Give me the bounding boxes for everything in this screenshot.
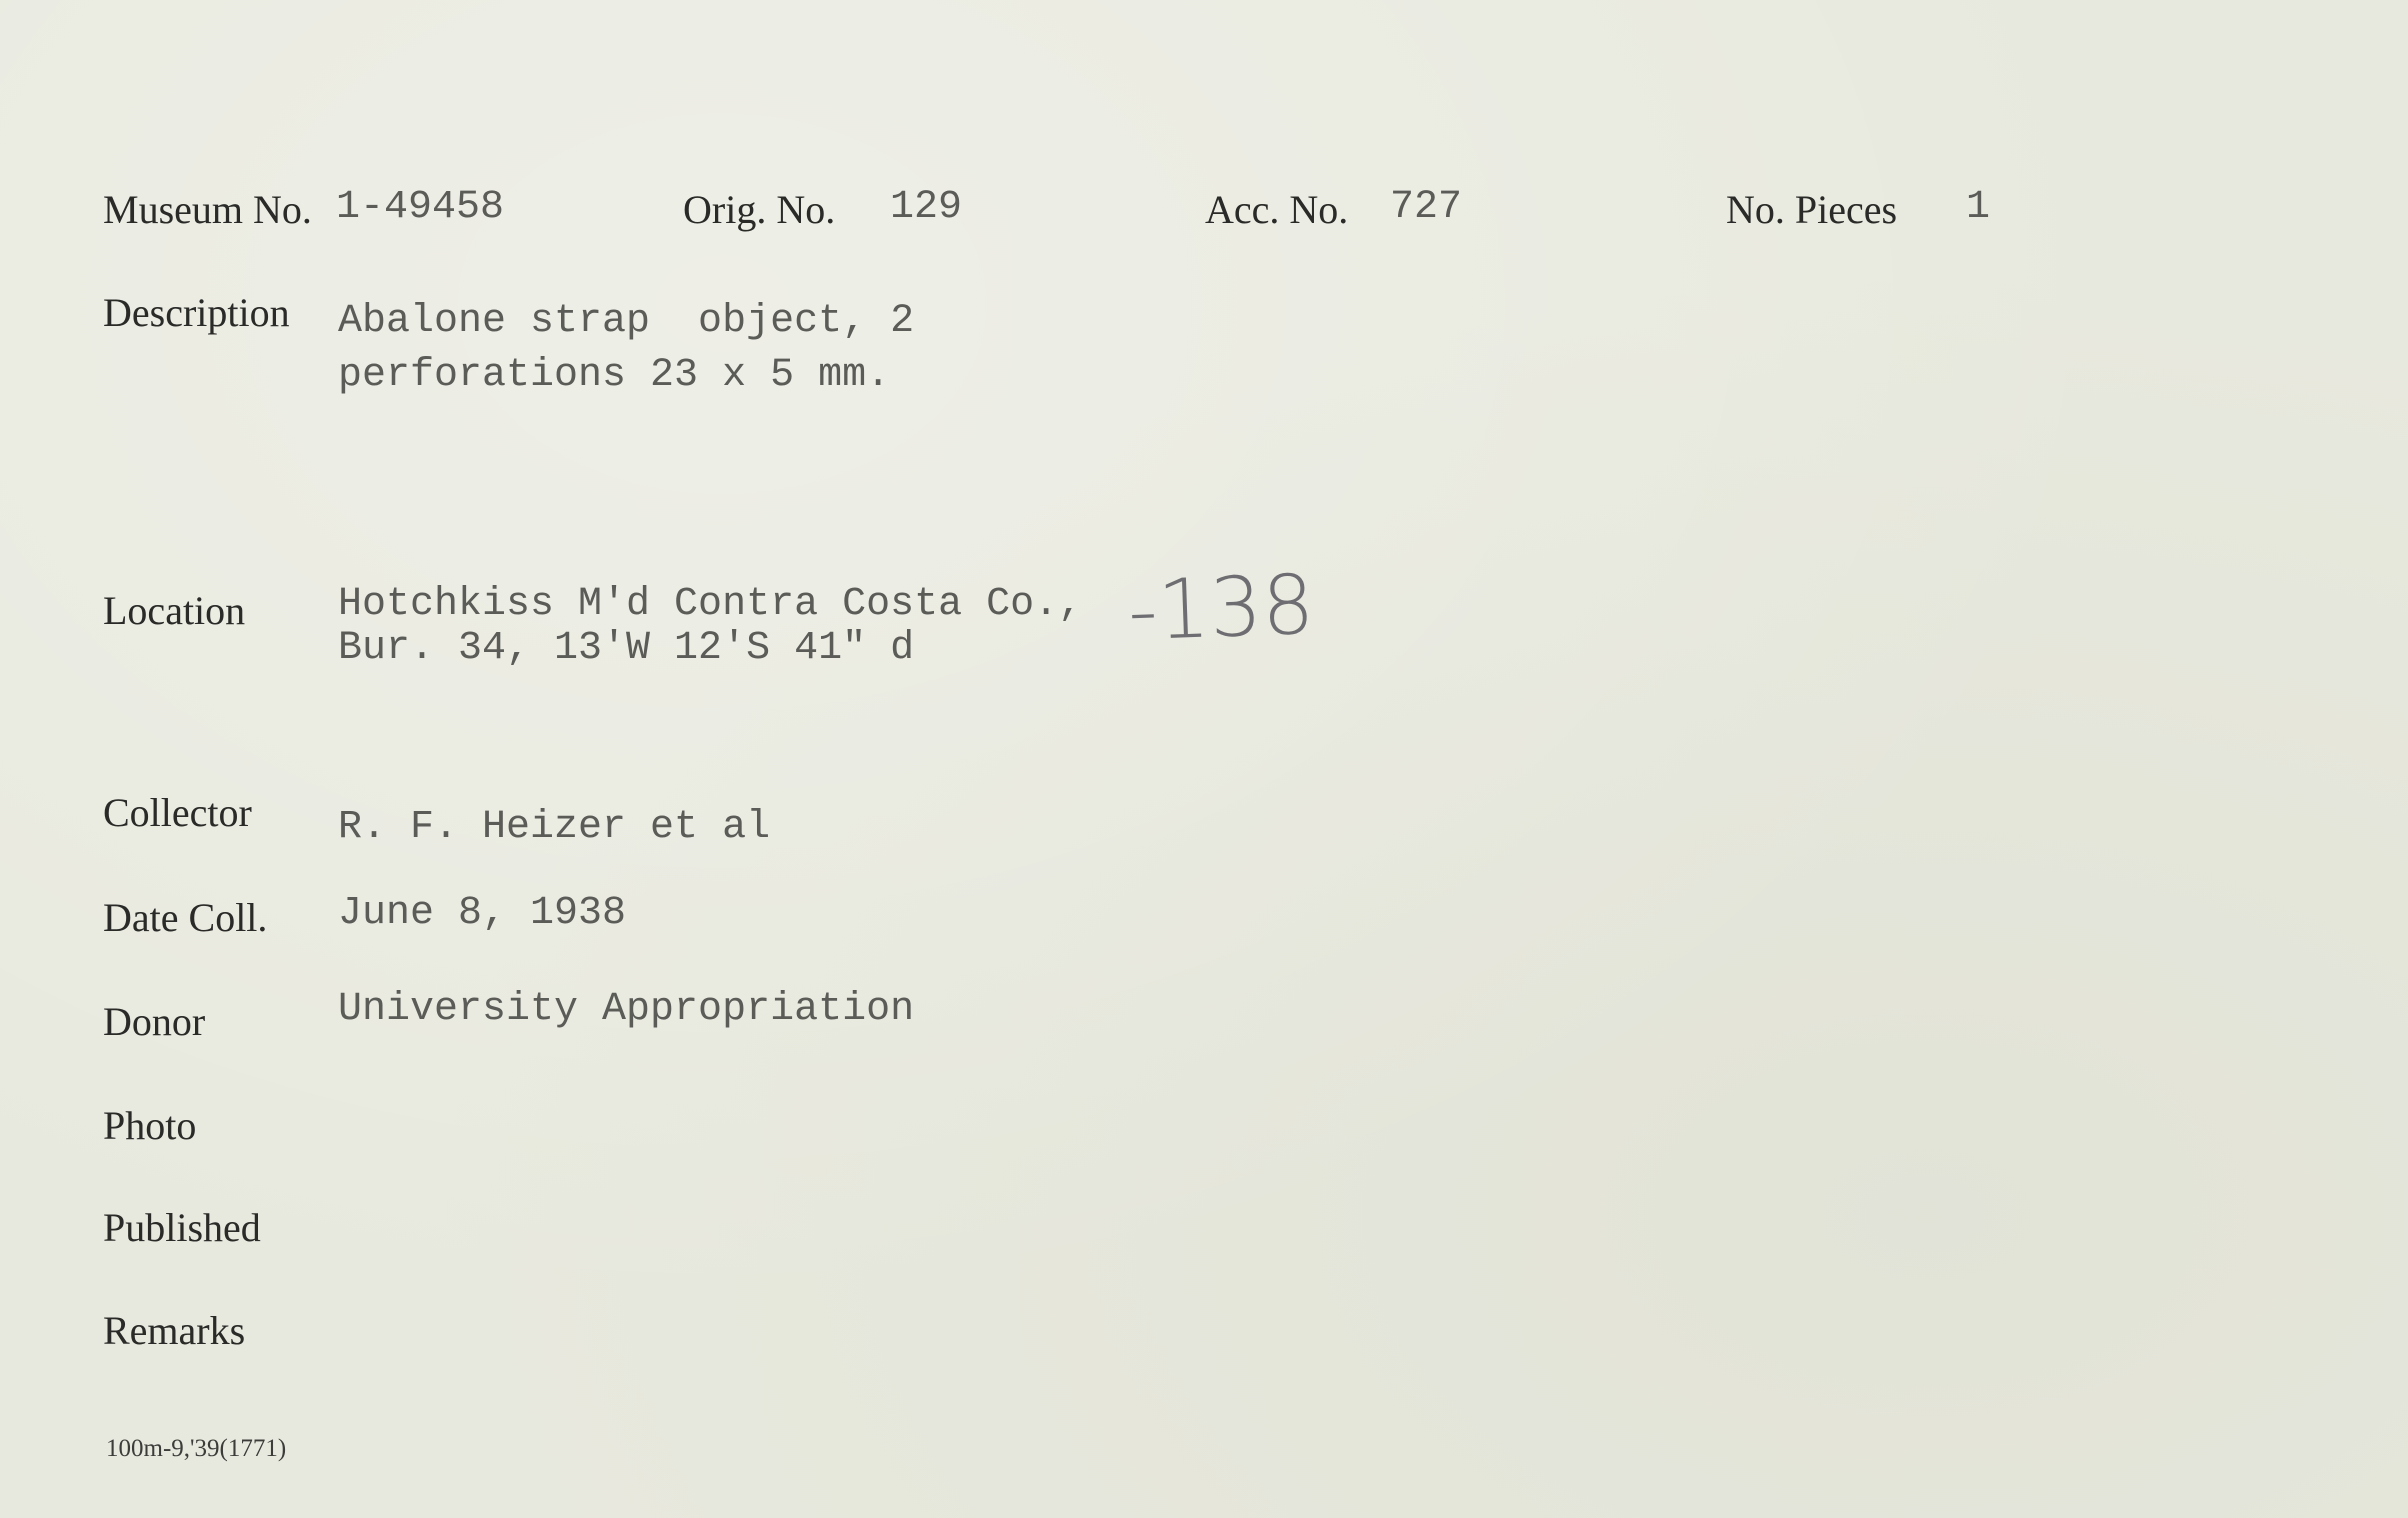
donor-label: Donor bbox=[103, 999, 206, 1044]
handwritten-number: -138 bbox=[1126, 557, 1316, 660]
date-coll-label: Date Coll. bbox=[103, 895, 268, 940]
description-line-1: Abalone strap object, 2 bbox=[338, 299, 915, 344]
published-label: Published bbox=[103, 1205, 261, 1250]
acc-no-value: 727 bbox=[1390, 185, 1463, 230]
location-line-1: Hotchkiss M'd Contra Costa Co., bbox=[338, 582, 1083, 627]
print-code: 100m-9,'39(1771) bbox=[106, 1435, 287, 1462]
museum-no-label: Museum No. bbox=[103, 187, 312, 232]
donor-value: University Appropriation bbox=[338, 987, 915, 1032]
orig-no-value: 129 bbox=[890, 185, 963, 230]
acc-no-label: Acc. No. bbox=[1205, 187, 1349, 232]
remarks-label: Remarks bbox=[103, 1308, 246, 1353]
description-line-2: perforations 23 x 5 mm. bbox=[338, 353, 891, 398]
collector-label: Collector bbox=[103, 790, 252, 835]
no-pieces-value: 1 bbox=[1966, 185, 1991, 230]
orig-no-label: Orig. No. bbox=[683, 187, 836, 232]
description-label: Description bbox=[103, 290, 290, 335]
collector-value: R. F. Heizer et al bbox=[338, 805, 771, 850]
location-line-2: Bur. 34, 13'W 12'S 41" d bbox=[338, 626, 915, 671]
photo-label: Photo bbox=[103, 1103, 197, 1148]
museum-no-value: 1-49458 bbox=[336, 185, 505, 230]
location-label: Location bbox=[103, 588, 246, 633]
no-pieces-label: No. Pieces bbox=[1726, 187, 1898, 232]
date-coll-value: June 8, 1938 bbox=[338, 891, 627, 936]
